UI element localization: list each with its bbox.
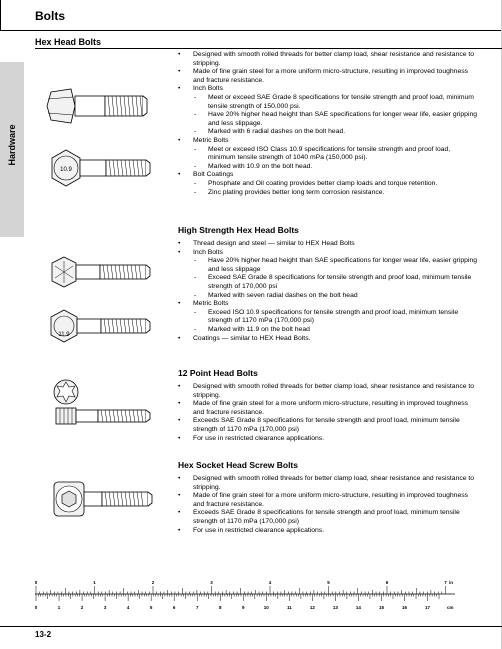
sub-bullet-item: - Zinc plating provides better long term corrosion resistance. [193, 189, 478, 198]
sub-bullet-item: - Have 20% higher head height than SAE specifications for longer wear life, easier gripping and less slippage [193, 257, 478, 274]
bullet-text: Designed with smooth rolled threads for better clamp load, shear resistance and resistance to stripping. [193, 383, 475, 399]
inch-label: 5 [327, 580, 330, 585]
bullet-text: Bolt Coatings [193, 171, 234, 179]
inch-label: 3 [210, 580, 213, 585]
bullet-item [178, 171, 478, 197]
hex-bolt-side-illustration [45, 86, 150, 126]
side-tab-label: Hardware [7, 124, 17, 166]
bullet-item [178, 335, 478, 344]
section-heading: Hex Head Bolts [35, 37, 102, 47]
sub-bullet-item: - Marked with 6 radial dashes on the bolt head. [193, 128, 478, 137]
cm-label: 5 [149, 605, 153, 610]
cm-label: 17 [425, 605, 431, 610]
bullet-text: Coatings — similar to HEX Head Bolts. [193, 334, 311, 342]
cm-label: 9 [242, 605, 245, 610]
cm-label: 7 [195, 605, 199, 610]
sub-list [193, 309, 478, 335]
bullet-list-12-point [178, 383, 478, 443]
inch-label: 2 [151, 580, 155, 585]
cm-label: 6 [172, 605, 176, 610]
cm-label: 11 [286, 605, 292, 610]
section-title-12-point: 12 Point Head Bolts [178, 368, 258, 378]
bullet-item [178, 527, 478, 536]
sub-bullet-item: - Marked with 11.9 on the bolt head [193, 326, 478, 335]
high-strength-bolt-illustration [48, 255, 153, 289]
bullet-text: Metric Bolts [193, 136, 229, 144]
bullet-text: For use in restricted clearance applications. [193, 526, 325, 534]
bullet-text: Designed with smooth rolled threads for better clamp load, shear resistance and resistance to stripping. [193, 51, 475, 67]
sub-bullet-item: - Meet or exceed ISO Class 10.9 specifications for tensile strength and proof load, minimum tensile strength of 1040 mPa (150,000 psi). [193, 146, 478, 163]
cm-label: 4 [126, 605, 130, 610]
page-title: Bolts [35, 9, 65, 23]
bullet-item [178, 400, 478, 417]
inch-label: 0 [34, 580, 38, 585]
metric-high-strength-bolt-illustration [48, 308, 153, 344]
heading-rule [35, 48, 502, 49]
bullet-text: For use in restricted clearance applications. [193, 434, 325, 442]
sub-list [193, 180, 478, 197]
inch-unit-label: in [449, 580, 453, 585]
bullet-list-hex [178, 51, 478, 197]
sub-list [193, 257, 478, 300]
bullet-item [178, 68, 478, 85]
bullet-item [178, 417, 478, 434]
bullet-item [178, 475, 478, 492]
cm-label: 16 [401, 605, 408, 610]
measurement-ruler [35, 580, 455, 610]
cm-label: 13 [332, 605, 338, 610]
sub-bullet-item: - Exceed ISO 10.9 specifications for tensile strength and proof load, minimum tensile strength of 1170 mPa (170,000 psi) [193, 309, 478, 326]
inch-label: 1 [93, 580, 96, 585]
cm-unit-label: cm [447, 605, 454, 610]
bullet-list-socket [178, 475, 478, 535]
cm-label: 12 [309, 605, 315, 610]
sub-bullet-item: - Marked with 10.9 on the bolt head. [193, 163, 478, 172]
bullet-text: Designed with smooth rolled threads for better clamp load, shear resistance and resistance to stripping. [193, 475, 475, 491]
bolt-head-mark: 10.9 [60, 167, 72, 173]
bullet-item [178, 137, 478, 171]
bullet-text: Exceeds SAE Grade 8 specifications for tensile strength and proof load, minimum tensile strength of 1170 mPa (170,000 psi) [193, 509, 460, 525]
sub-bullet-item: - Phosphate and Oil coating provides better clamp loads and torque retention. [193, 180, 478, 189]
top-bar [0, 0, 502, 31]
bullet-item [178, 85, 478, 137]
cm-label: 2 [80, 605, 84, 610]
cm-label: 8 [218, 605, 222, 610]
bullet-text: Inch Bolts [193, 248, 223, 256]
footer-rule [0, 626, 502, 627]
cm-label: 3 [103, 605, 107, 610]
metric-hex-bolt-illustration [48, 148, 153, 188]
bullet-item [178, 51, 478, 68]
inch-label: 4 [268, 580, 272, 585]
socket-head-screw-illustration [50, 478, 155, 520]
bullet-item [178, 240, 478, 249]
bullet-item [178, 249, 478, 301]
bullet-item [178, 509, 478, 526]
cm-label: 1 [57, 605, 61, 610]
sub-list [193, 146, 478, 172]
cm-label: 14 [355, 605, 361, 610]
bullet-text: Made of fine grain steel for a more uniform micro-structure, resulting in improved toughness and fracture resistance. [193, 492, 469, 508]
bullet-text: Inch Bolts [193, 85, 223, 93]
bullet-item [178, 300, 478, 334]
bullet-item [178, 492, 478, 509]
section-title-socket: Hex Socket Head Screw Bolts [178, 460, 298, 470]
bullet-item [178, 435, 478, 444]
bullet-item [178, 383, 478, 400]
sub-list [193, 94, 478, 137]
bullet-text: Made of fine grain steel for a more uniform micro-structure, resulting in improved toughness and fracture resistance. [193, 400, 469, 416]
cm-label: 10 [263, 605, 269, 610]
sub-bullet-item: - Exceed SAE Grade 8 specifications for tensile strength and proof load, minimum tensile strength of 170,000 psi [193, 274, 478, 291]
inch-label: 6 [385, 580, 389, 585]
sub-bullet-item: - Meet or exceed SAE Grade 8 specifications for tensile strength and proof load, minimum tensile strength of 150,000 psi. [193, 94, 478, 111]
bolt-head-mark: 11.9 [58, 332, 70, 338]
sub-bullet-item: - Have 20% higher head height than SAE specifications for longer wear life, easier gripping and less slippage. [193, 111, 478, 128]
section-title-high-strength: High Strength Hex Head Bolts [178, 225, 299, 235]
bullet-list-high-strength [178, 240, 478, 343]
twelve-point-bolt-illustration [48, 378, 153, 462]
bullet-text: Metric Bolts [193, 300, 229, 308]
sub-bullet-item: - Marked with seven radial dashes on the bolt head [193, 292, 478, 301]
bullet-text: Exceeds SAE Grade 8 specifications for tensile strength and proof load, minimum tensile strength of 1170 mPa (170,000 psi) [193, 417, 460, 433]
cm-label: 15 [378, 605, 384, 610]
inch-label: 7 [444, 580, 447, 585]
bullet-text: Made of fine grain steel for a more uniform micro-structure, resulting in improved toughness and fracture resistance. [193, 68, 469, 84]
cm-label: 0 [34, 605, 38, 610]
page-number: 13-2 [35, 630, 52, 639]
bullet-text: Thread design and steel — similar to HEX Head Bolts [193, 240, 355, 247]
